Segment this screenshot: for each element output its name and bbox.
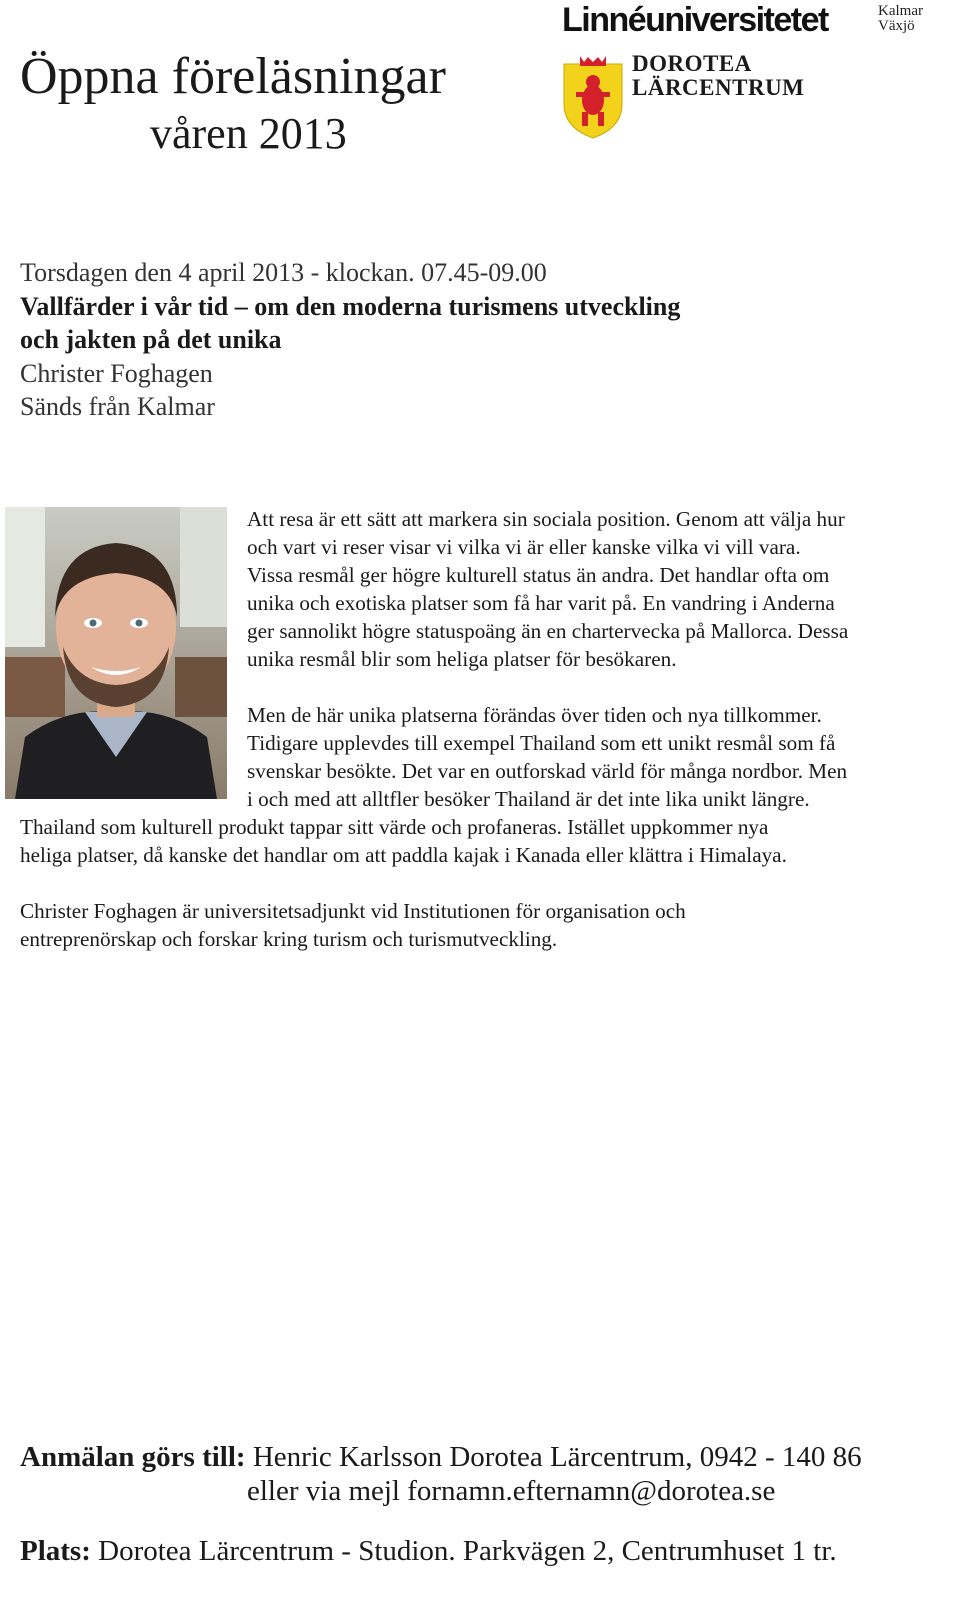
lecture-info: [20, 256, 760, 424]
city-vaxjo: Växjö: [878, 18, 915, 34]
speaker-photo: [5, 507, 227, 799]
lecture-title-line2: och jakten på det unika: [20, 325, 282, 354]
city-kalmar: Kalmar: [878, 3, 923, 19]
registration-email: eller via mejl fornamn.efternamn@dorotea.se: [247, 1475, 776, 1507]
page-title: Öppna föreläsningar: [20, 48, 446, 105]
paragraph-line: Men de här unika platserna förändas över tiden och nya tillkommer.: [247, 703, 822, 727]
center-logo-line1: DOROTEA: [632, 51, 752, 76]
dorotea-crest-icon: [562, 54, 624, 140]
registration-contact: Henric Karlsson Dorotea Lärcentrum, 0942 - 140 86: [252, 1441, 862, 1473]
registration-label: Anmälan görs till:: [20, 1441, 246, 1473]
registration-info: [20, 1440, 862, 1474]
university-logo-text: Linnéuniversitetet: [562, 1, 828, 39]
paragraph-line: heliga platser, då kanske det handlar om att paddla kajak i Kanada eller klättra i Himalaya.: [20, 843, 787, 867]
paragraph-line: svenskar besökte. Det var en outforskad värld för många nordbor. Men: [247, 759, 848, 783]
paragraph-line: i och med att alltfler besöker Thailand är det inte lika unikt längre.: [247, 787, 810, 811]
paragraph-line: ger sannolikt högre statuspoäng än en chartervecka på Mallorca. Dessa: [247, 619, 849, 643]
center-logo-line2: LÄRCENTRUM: [632, 75, 805, 100]
place-value: Dorotea Lärcentrum - Studion. Parkvägen 2, Centrumhuset 1 tr.: [98, 1535, 837, 1567]
paragraph-line: och vart vi reser visar vi vilka vi är eller kanske vilka vi vill vara.: [247, 535, 801, 559]
body-paragraph-1: [247, 505, 848, 673]
place-label: Plats:: [20, 1535, 91, 1567]
lecture-broadcast: Sänds från Kalmar: [20, 392, 215, 421]
paragraph-line: entreprenörskap och forskar kring turism och turismutveckling.: [20, 927, 558, 951]
lecture-datetime: Torsdagen den 4 april 2013 - klockan. 07.45-09.00: [20, 258, 547, 287]
body-paragraph-2-continued: [20, 813, 787, 869]
place-info: [20, 1534, 837, 1568]
lecture-speaker: Christer Foghagen: [20, 358, 213, 388]
paragraph-line: Thailand som kulturell produkt tappar sitt värde och profaneras. Istället uppkommer nya: [20, 815, 769, 839]
body-paragraph-2: [247, 701, 847, 813]
body-paragraph-3: [20, 897, 686, 953]
paragraph-line: Att resa är ett sätt att markera sin sociala position. Genom att välja hur: [247, 507, 845, 531]
paragraph-line: unika och exotiska platser som få har varit på. En vandring i Anderna: [247, 591, 835, 615]
paragraph-line: Tidigare upplevdes till exempel Thailand som ett unikt resmål som få: [247, 731, 836, 755]
university-cities: [878, 4, 923, 34]
paragraph-line: Vissa resmål ger högre kulturell status än andra. Det handlar ofta om: [247, 563, 830, 587]
page-subtitle: våren 2013: [150, 109, 347, 158]
paragraph-line: unika resmål blir som heliga platser för besökaren.: [247, 647, 677, 671]
paragraph-line: Christer Foghagen är universitetsadjunkt vid Institutionen för organisation och: [20, 899, 686, 923]
lecture-title-line1: Vallfärder i vår tid – om den moderna turismens utveckling: [20, 291, 681, 321]
